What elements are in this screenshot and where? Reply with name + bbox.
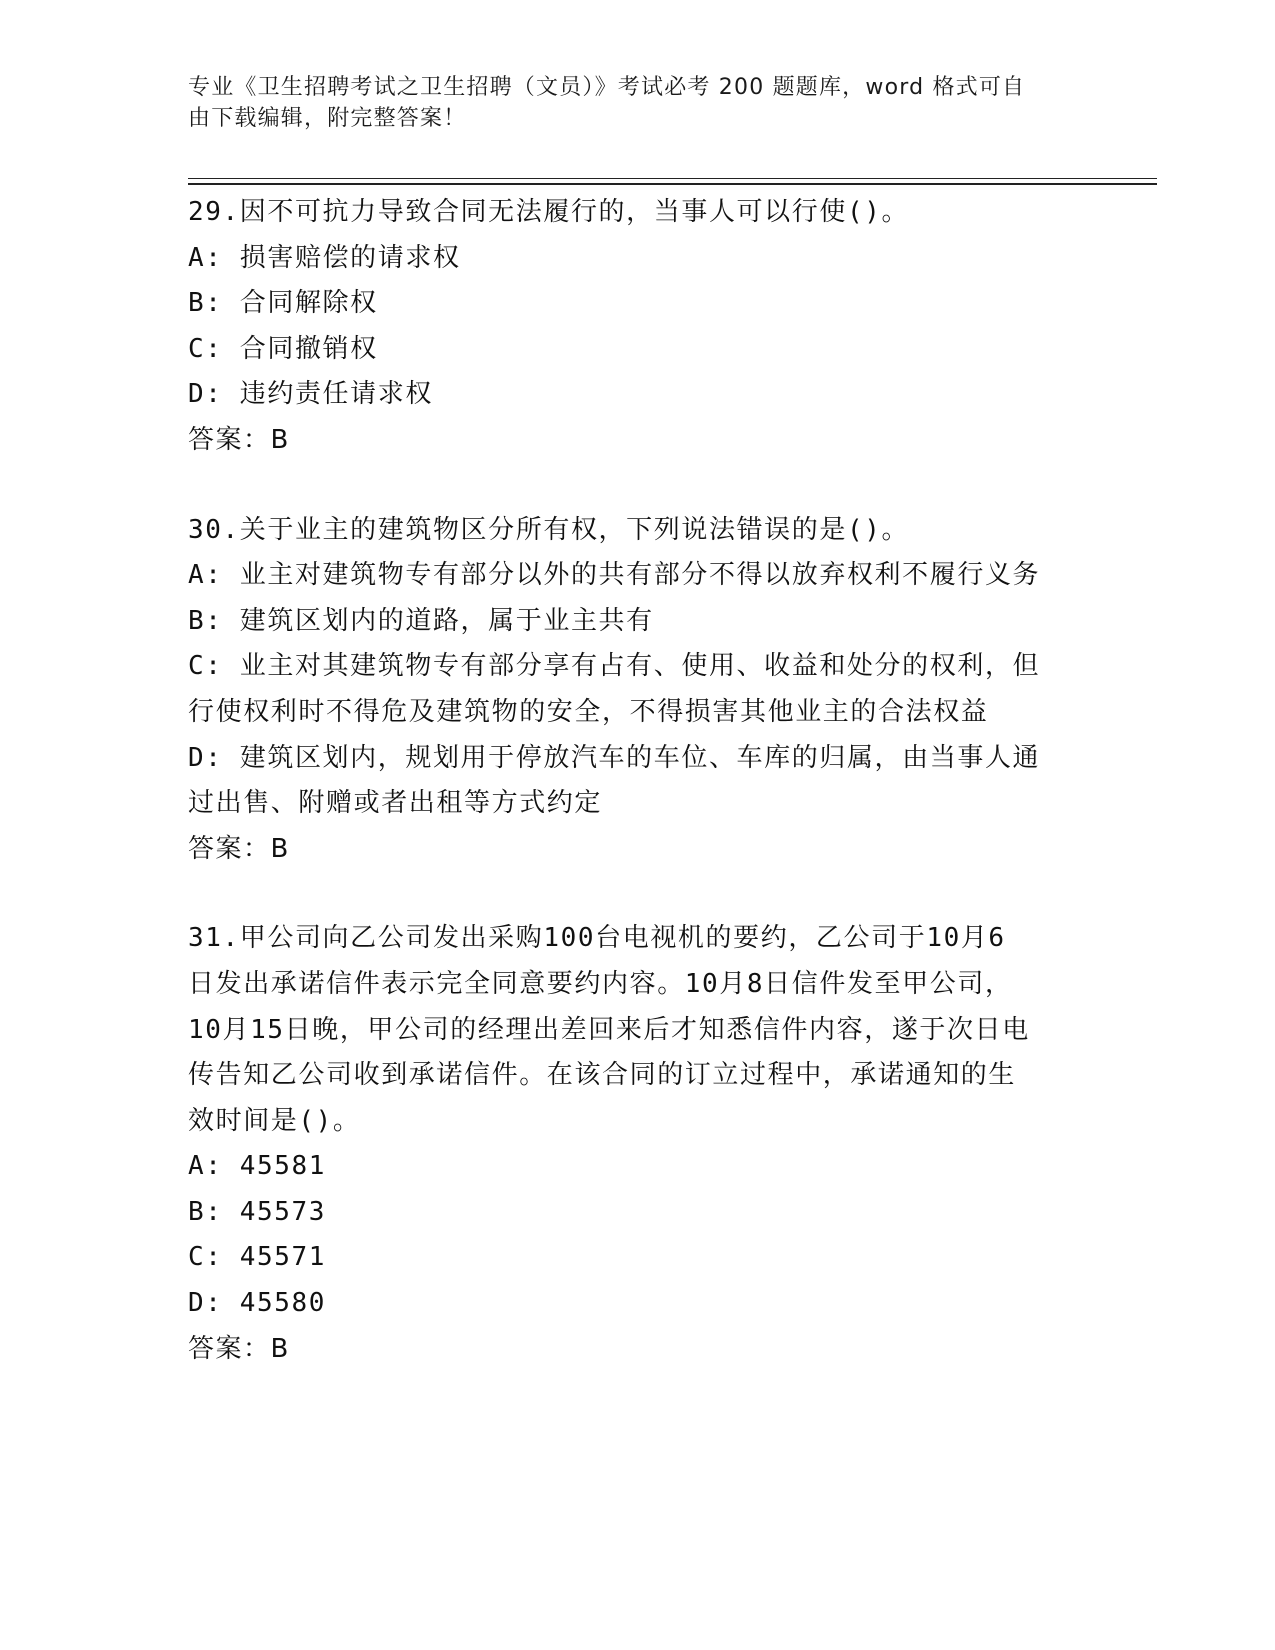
question-block: [188, 508, 1088, 873]
answer-line: 答案：B: [188, 1333, 290, 1364]
option-line: B: 合同解除权: [188, 288, 378, 319]
document-header: [188, 72, 1068, 134]
option-line: 行使权利时不得危及建筑物的安全，不得损害其他业主的合法权益: [188, 696, 989, 727]
answer-line: 答案：B: [188, 833, 290, 864]
option-line: A: 45581: [188, 1151, 327, 1182]
option-line: C: 业主对其建筑物专有部分享有占有、使用、收益和处分的权利，但: [188, 651, 1041, 682]
option-line: D: 建筑区划内，规划用于停放汽车的车位、车库的归属，由当事人通: [188, 742, 1041, 773]
option-line: 过出售、附赠或者出租等方式约定: [188, 788, 603, 819]
option-line: B: 45573: [188, 1196, 327, 1227]
header-line-2: 由下载编辑，附完整答案！: [188, 106, 467, 131]
question-stem-line: 29.因不可抗力导致合同无法履行的，当事人可以行使()。: [188, 197, 910, 227]
question-stem-line: 30.关于业主的建筑物区分所有权，下列说法错误的是()。: [188, 514, 910, 545]
question-stem-line: 31.甲公司向乙公司发出采购100台电视机的要约，乙公司于10月6: [188, 923, 1006, 954]
question-stem-line: 传告知乙公司收到承诺信件。在该合同的订立过程中，承诺通知的生: [188, 1060, 1017, 1091]
question-block: [188, 190, 1088, 464]
option-line: D: 违约责任请求权: [188, 379, 433, 410]
header-divider-thick: [188, 183, 1157, 185]
answer-line: 答案：B: [188, 424, 290, 455]
question-list: [188, 190, 1088, 1372]
question-stem-line: 10月15日晚，甲公司的经理出差回来后才知悉信件内容，遂于次日电: [188, 1014, 1030, 1045]
option-line: C: 合同撤销权: [188, 333, 378, 364]
option-line: A: 损害赔偿的请求权: [188, 242, 461, 273]
header-line-1: 专业《卫生招聘考试之卫生招聘（文员）》考试必考 200 题题库，word 格式可自: [188, 75, 1026, 100]
question-stem-line: 效时间是()。: [188, 1105, 361, 1136]
option-line: A: 业主对建筑物专有部分以外的共有部分不得以放弃权利不履行义务: [188, 560, 1041, 591]
question-block: [188, 916, 1088, 1372]
header-divider-thin: [188, 178, 1157, 179]
question-stem-line: 日发出承诺信件表示完全同意要约内容。10月8日信件发至甲公司，: [188, 968, 1013, 999]
option-line: C: 45571: [188, 1242, 327, 1273]
option-line: B: 建筑区划内的道路，属于业主共有: [188, 605, 654, 636]
option-line: D: 45580: [188, 1288, 327, 1319]
